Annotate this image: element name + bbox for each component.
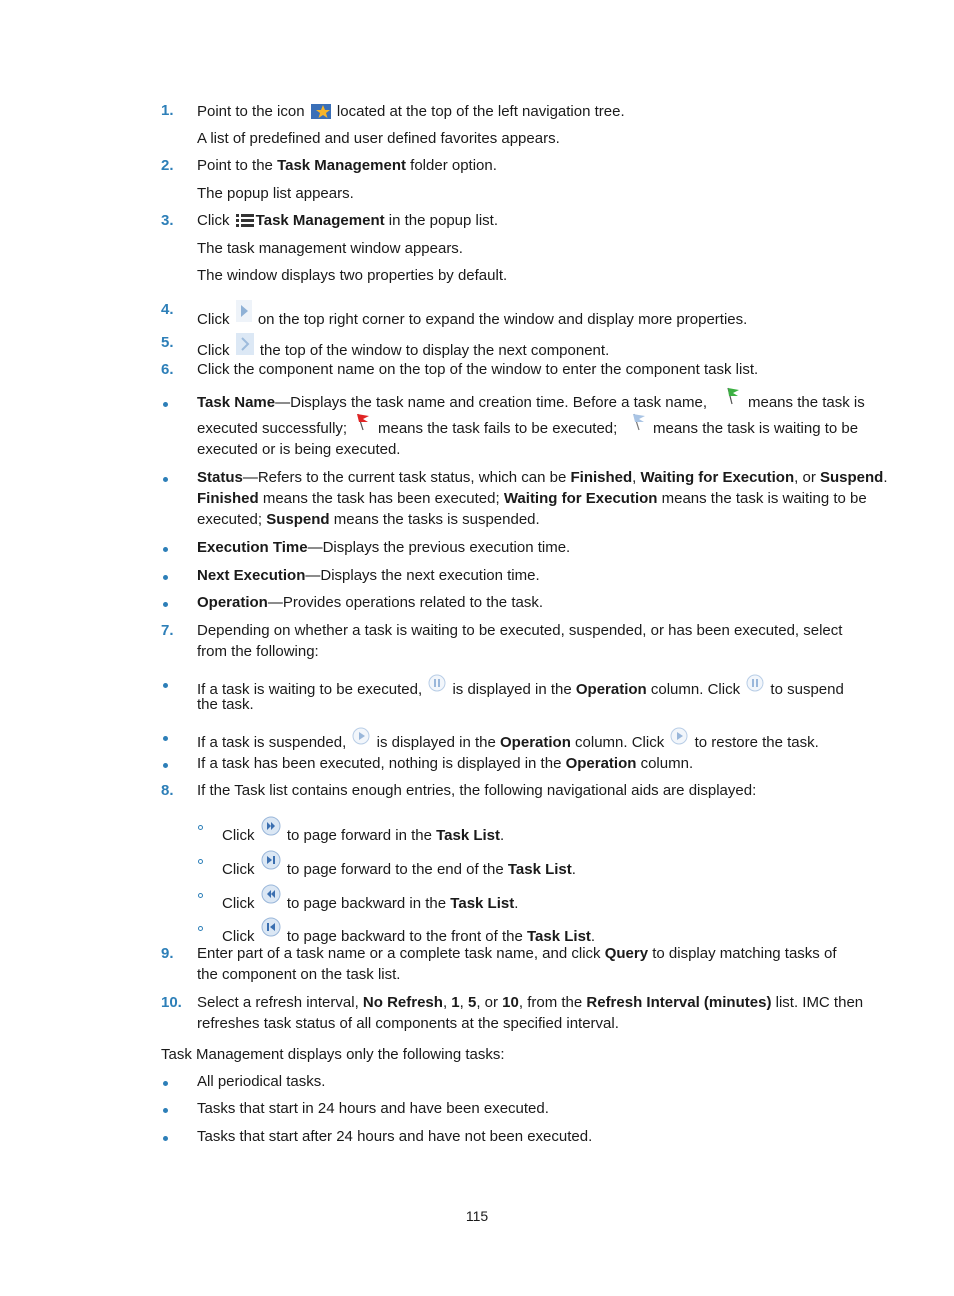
text: in the popup list.	[384, 212, 499, 229]
bullet-text: Tasks that start in 24 hours and have been executed.	[197, 1100, 549, 1117]
text: Point to the	[197, 157, 278, 174]
bold-term: Suspend	[819, 469, 884, 486]
bold-term: Waiting for Execution	[503, 490, 658, 507]
bullet-text: means the task is waiting to be	[653, 420, 859, 437]
bullet	[163, 547, 168, 552]
bullet	[163, 763, 168, 768]
paragraph: Task Management displays only the following tasks:	[161, 1046, 505, 1063]
bullet	[163, 1136, 168, 1141]
step-result: The popup list appears.	[197, 185, 354, 202]
page-end-icon	[261, 850, 281, 876]
text: located at the top of the left navigation tree.	[336, 103, 625, 120]
text: on the top right corner to expand the window and display more properties.	[257, 311, 748, 328]
bullet-text	[197, 727, 819, 753]
bullet-text	[722, 387, 742, 411]
expand-arrow-icon	[236, 300, 252, 328]
bullet-text	[197, 489, 867, 509]
bold-term: Task List	[436, 827, 501, 844]
pause-icon	[428, 674, 446, 698]
text: , or	[476, 994, 503, 1011]
text: means the task is waiting to be	[657, 490, 867, 507]
sub-bullet	[198, 825, 203, 830]
bullet	[163, 602, 168, 607]
bold-term: Finished	[197, 490, 259, 507]
text: —Refers to the current task status, which can be	[242, 469, 571, 486]
page-forward-icon	[261, 816, 281, 842]
text: column. Click	[646, 681, 741, 698]
step-number: 1.	[161, 102, 174, 119]
text: ,	[459, 994, 468, 1011]
bold-term: Query	[604, 945, 649, 962]
bold-term: Task Name	[197, 394, 276, 411]
step-text: Depending on whether a task is waiting to be executed, suspended, or has been executed, select	[197, 622, 843, 639]
text: folder option.	[406, 157, 497, 174]
bullet-text	[352, 413, 372, 437]
text: Click	[197, 342, 230, 359]
step-text: the component on the task list.	[197, 966, 401, 983]
play-icon	[352, 727, 370, 751]
text: Point to the icon	[197, 103, 305, 120]
pause-icon	[746, 674, 764, 698]
bold-term: Task Management	[277, 157, 406, 174]
text: ,	[442, 994, 452, 1011]
step-number: 2.	[161, 157, 174, 174]
sub-bullet	[198, 926, 203, 931]
bold-term: 5	[467, 994, 477, 1011]
bold-term: Operation	[500, 734, 571, 751]
step-number: 6.	[161, 361, 174, 378]
red-flag-icon	[354, 413, 370, 437]
bold-term: Next Execution	[197, 567, 306, 584]
text: , from the	[518, 994, 587, 1011]
step-number: 9.	[161, 945, 174, 962]
text: to page forward to the end of the	[286, 861, 508, 878]
bullet-text: All periodical tasks.	[197, 1073, 326, 1090]
text: , or	[794, 469, 820, 486]
bullet-text	[197, 593, 543, 613]
text: If a task has been executed, nothing is displayed in the	[197, 755, 566, 772]
step-text	[197, 944, 837, 964]
step-number: 8.	[161, 782, 174, 799]
bullet	[163, 683, 168, 688]
text: .	[500, 827, 505, 844]
bullet-text	[197, 510, 540, 530]
bullet-text: Tasks that start after 24 hours and have not been executed.	[197, 1128, 593, 1145]
step-text	[197, 101, 625, 125]
text: .	[514, 895, 519, 912]
sub-bullet	[198, 893, 203, 898]
bullet	[163, 575, 168, 580]
step-text	[197, 993, 863, 1013]
bullet-text	[197, 538, 570, 558]
text: —Provides operations related to the task.	[267, 594, 543, 611]
step-text: refreshes task status of all components at the specified interval.	[197, 1015, 619, 1032]
text: .	[571, 861, 576, 878]
bullet-text: executed successfully;	[197, 420, 348, 437]
text: Select a refresh interval,	[197, 994, 363, 1011]
step-text	[197, 156, 497, 176]
bold-term: Suspend	[266, 511, 330, 528]
bullet-text	[197, 468, 888, 488]
text: means the tasks is suspended.	[329, 511, 540, 528]
nav-item	[222, 884, 518, 914]
bold-term: Task List	[507, 861, 572, 878]
bold-term: Finished	[570, 469, 633, 486]
step-text	[197, 211, 498, 234]
next-component-icon	[236, 333, 254, 361]
bold-term: Waiting for Execution	[640, 469, 795, 486]
step-result: A list of predefined and user defined favorites appears.	[197, 130, 560, 147]
text: Enter part of a task name or a complete task name, and click	[197, 945, 605, 962]
bold-term: Status	[197, 469, 243, 486]
step-number: 5.	[161, 334, 174, 351]
text: is displayed in the	[376, 734, 501, 751]
bullet-text	[197, 674, 844, 700]
bold-term: No Refresh	[362, 994, 443, 1011]
bold-term: Operation	[565, 755, 637, 772]
text: —Displays the task name and creation time. Before a task name,	[275, 394, 707, 411]
page-front-icon	[261, 917, 281, 943]
text: —Displays the next execution time.	[305, 567, 540, 584]
text: the top of the window to display the next component.	[259, 342, 610, 359]
step-text	[197, 333, 609, 361]
text: Click	[197, 311, 230, 328]
bullet	[163, 1108, 168, 1113]
text: to display matching tasks of	[648, 945, 837, 962]
blue-flag-icon	[630, 413, 646, 437]
text: Click	[222, 928, 255, 945]
text: to page backward in the	[286, 895, 451, 912]
text: to suspend	[770, 681, 844, 698]
text: to restore the task.	[694, 734, 819, 751]
text: .	[883, 469, 888, 486]
text: column. Click	[570, 734, 665, 751]
text: list. IMC then	[771, 994, 864, 1011]
step-number: 10.	[161, 994, 182, 1011]
bold-term: Refresh Interval (minutes)	[586, 994, 772, 1011]
bullet-text	[197, 754, 693, 774]
text: Click	[222, 827, 255, 844]
bullet-text	[197, 393, 707, 413]
green-flag-icon	[724, 387, 740, 411]
step-number: 7.	[161, 622, 174, 639]
nav-item	[222, 816, 504, 846]
list-icon	[236, 213, 254, 234]
step-text: If the Task list contains enough entries, the following navigational aids are displayed:	[197, 782, 757, 799]
text: Click	[222, 861, 255, 878]
bullet-text	[628, 413, 648, 437]
bold-term: Task List	[450, 895, 515, 912]
bold-term: Task Management	[255, 212, 385, 229]
bullet-text: means the task is	[748, 394, 865, 411]
bold-term: Task List	[527, 928, 591, 945]
text: Click	[197, 212, 230, 229]
nav-item	[222, 850, 576, 880]
text: —Displays the previous execution time.	[307, 539, 571, 556]
step-text: Click the component name on the top of the window to enter the component task list.	[197, 361, 759, 378]
bullet-text: means the task fails to be executed;	[378, 420, 618, 437]
nav-item	[222, 917, 595, 947]
bullet-text: executed or is being executed.	[197, 441, 401, 458]
bullet-text: the task.	[197, 696, 254, 713]
text: executed;	[197, 511, 267, 528]
bullet	[163, 736, 168, 741]
step-text: from the following:	[197, 643, 319, 660]
page-backward-icon	[261, 884, 281, 910]
bullet	[163, 1081, 168, 1086]
text: is displayed in the	[448, 681, 576, 698]
step-number: 4.	[161, 301, 174, 318]
text: .	[590, 928, 596, 945]
bullet	[163, 402, 168, 407]
bullet	[163, 477, 168, 482]
step-text	[197, 300, 747, 330]
text: to page backward to the front of the	[286, 928, 527, 945]
play-icon	[670, 727, 688, 751]
bold-term: 10	[502, 994, 519, 1011]
text: Click	[222, 895, 255, 912]
page-number: 115	[465, 1208, 489, 1224]
text: If a task is waiting to be executed,	[197, 681, 423, 698]
text: means the task has been executed;	[258, 490, 504, 507]
sub-bullet	[198, 859, 203, 864]
bold-term: Operation	[575, 681, 647, 698]
text: column.	[636, 755, 694, 772]
bullet-text	[197, 566, 540, 586]
text: If a task is suspended,	[197, 734, 347, 751]
bold-term: 1	[451, 994, 460, 1011]
bold-term: Execution Time	[197, 539, 308, 556]
text: ,	[632, 469, 641, 486]
text: to page forward in the	[286, 827, 437, 844]
step-result: The window displays two properties by default.	[197, 267, 508, 284]
step-result: The task management window appears.	[197, 240, 463, 257]
favorites-star-icon	[311, 101, 331, 125]
bold-term: Operation	[197, 594, 268, 611]
step-number: 3.	[161, 212, 174, 229]
